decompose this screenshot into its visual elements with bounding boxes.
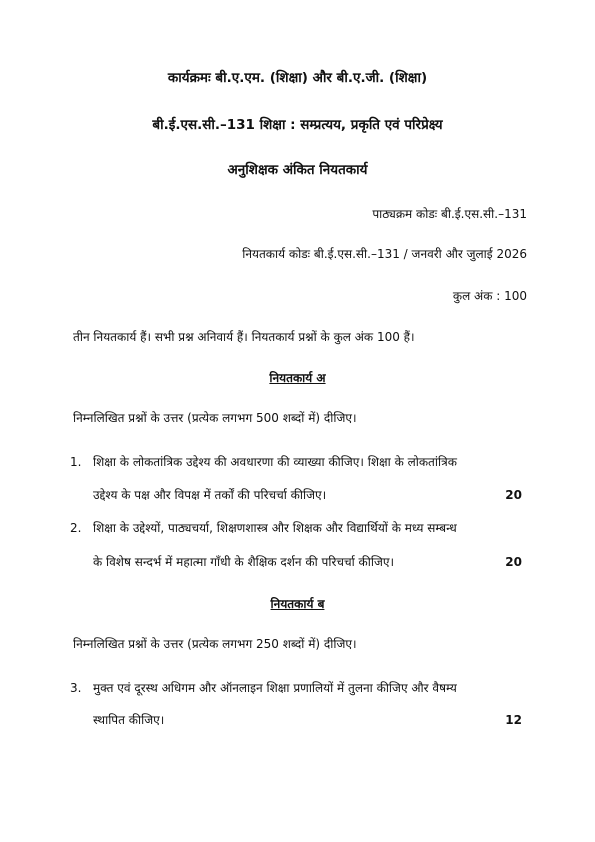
question-text-line: उद्देश्य के पक्ष और विपक्ष में तर्कों की परिचर्चा कीजिए। bbox=[93, 488, 327, 502]
question-number: 1. bbox=[70, 455, 82, 469]
question-text-line: शिक्षा के लोकतांत्रिक उद्देश्य की अवधारणा की व्याख्या कीजिए। शिक्षा के लोकतांत्रिक bbox=[93, 455, 457, 469]
question-number: 2. bbox=[70, 521, 82, 535]
general-instructions: तीन नियतकार्य हैं। सभी प्रश्न अनिवार्य हैं। नियतकार्य प्रश्नों के कुल अंक 100 हैं। bbox=[73, 330, 415, 344]
total-marks: कुल अंक : 100 bbox=[452, 289, 527, 303]
question-marks: 12 bbox=[505, 713, 522, 727]
section-a-heading: नियतकार्य अ bbox=[269, 371, 326, 385]
section-a-instruction: निम्नलिखित प्रश्नों के उत्तर (प्रत्येक लगभग 500 शब्दों में) दीजिए। bbox=[73, 411, 357, 425]
programme-title: कार्यक्रमः बी.ए.एम. (शिक्षा) और बी.ए.जी. (शिक्षा) bbox=[167, 70, 428, 86]
question-marks: 20 bbox=[505, 488, 522, 502]
course-code: पाठ्यक्रम कोडः बी.ई.एस.सी.–131 bbox=[372, 207, 527, 221]
question-marks: 20 bbox=[505, 555, 522, 569]
assignment-title: अनुशिक्षक अंकित नियतकार्य bbox=[227, 162, 368, 178]
course-title: बी.ई.एस.सी.–131 शिक्षा : सम्प्रत्यय, प्रकृति एवं परिप्रेक्ष्य bbox=[152, 117, 443, 133]
section-b-heading: नियतकार्य ब bbox=[270, 597, 325, 611]
section-b-instruction: निम्नलिखित प्रश्नों के उत्तर (प्रत्येक लगभग 250 शब्दों में) दीजिए। bbox=[73, 637, 357, 651]
question-text-line: के विशेष सन्दर्भ में महात्मा गाँधी के शैक्षिक दर्शन की परिचर्चा कीजिए। bbox=[93, 555, 395, 569]
question-text-line: शिक्षा के उद्देश्यों, पाठ्यचर्या, शिक्षणशास्त्र और शिक्षक और विद्यार्थियों के मध्य सम्बन्ध bbox=[93, 521, 457, 535]
question-text-line: मुक्त एवं दूरस्थ अधिगम और ऑनलाइन शिक्षा प्रणालियों में तुलना कीजिए और वैषम्य bbox=[93, 681, 457, 695]
question-number: 3. bbox=[70, 681, 82, 695]
assignment-code: नियतकार्य कोडः बी.ई.एस.सी.–131 / जनवरी और जुलाई 2026 bbox=[242, 247, 527, 261]
question-text-line: स्थापित कीजिए। bbox=[93, 713, 165, 727]
